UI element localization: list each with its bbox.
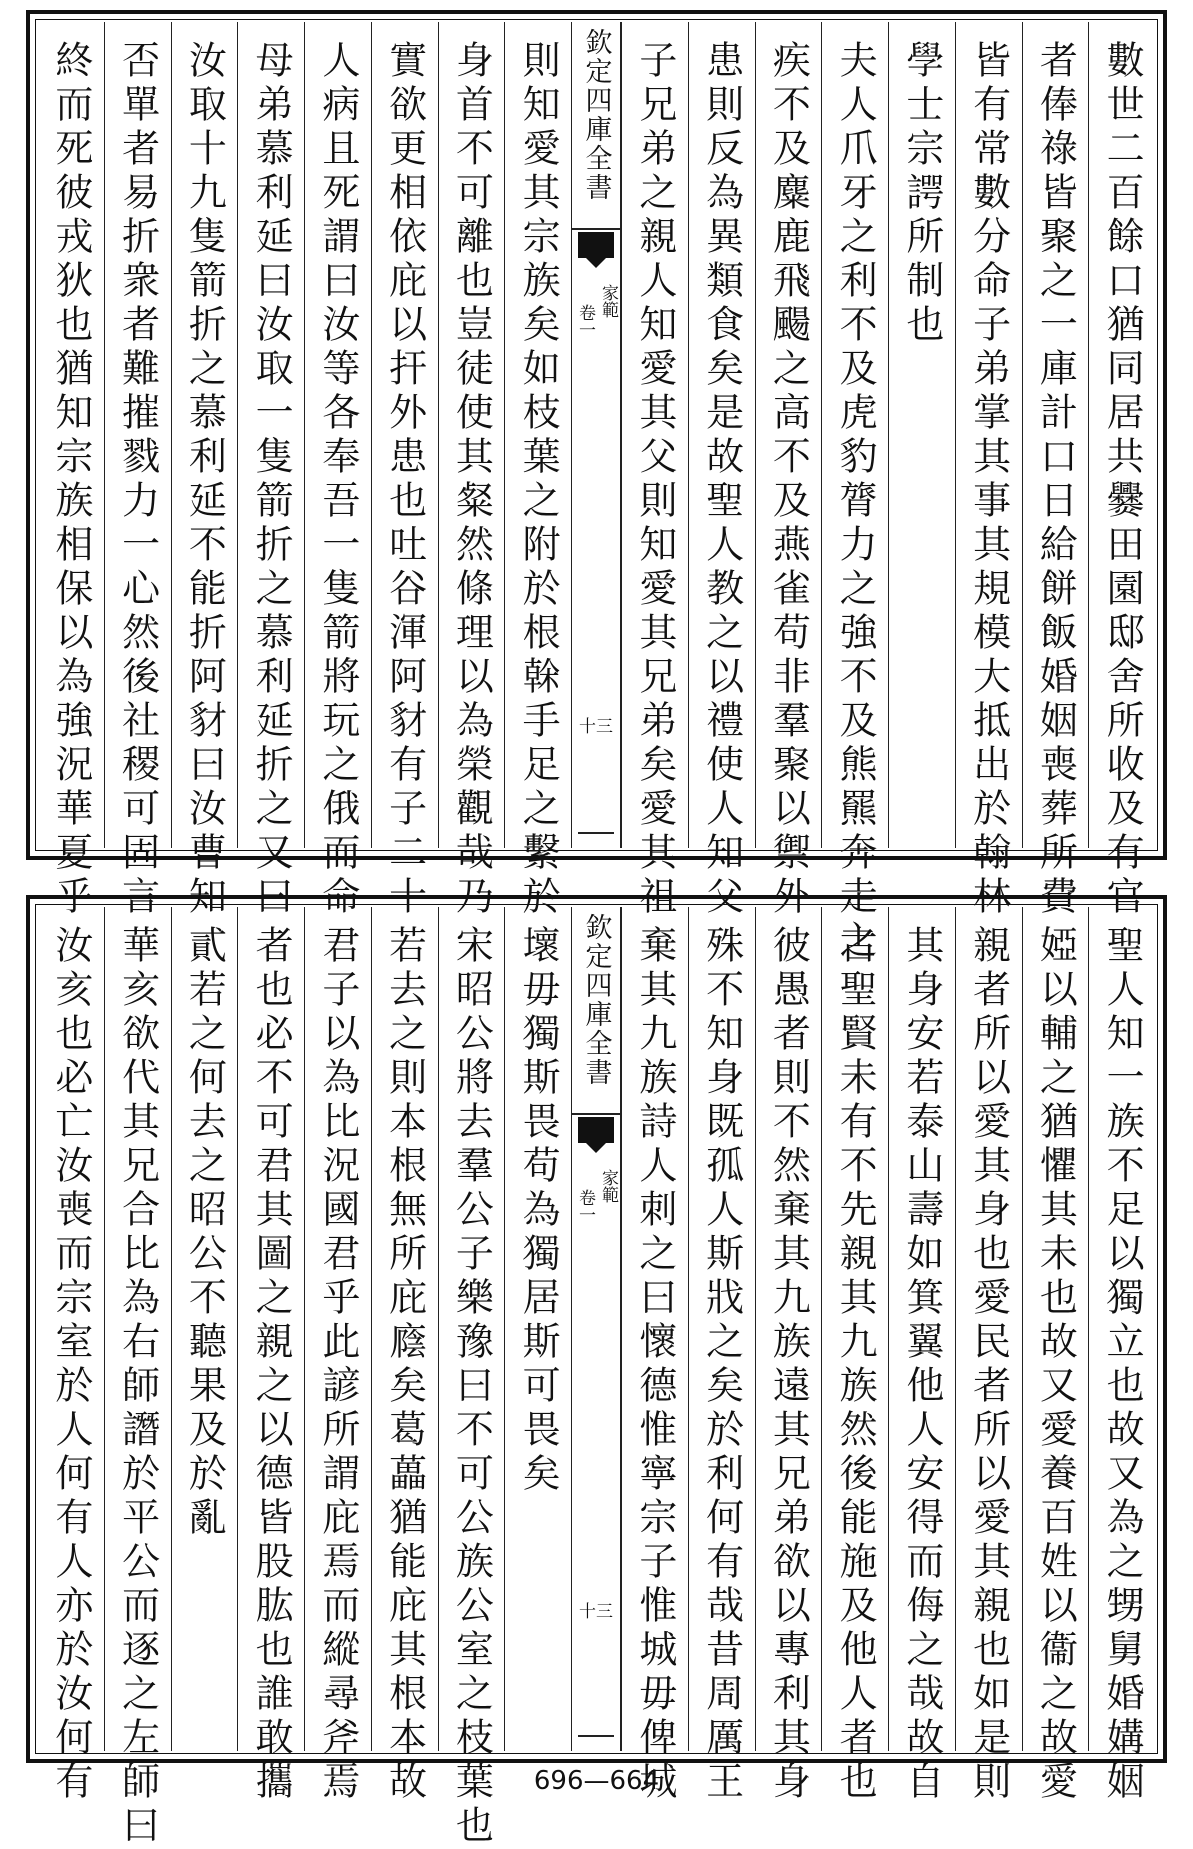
page-spine — [571, 907, 621, 1751]
text-column: 宋昭公將去羣公子樂豫曰不可公族公室之枝葉也 — [438, 907, 505, 1751]
text-column: 君子以為比況國君乎此諺所謂庇焉而縱尋斧焉 — [304, 907, 371, 1751]
spine-bottom-rule — [578, 832, 614, 834]
text-column: 壞毋獨斯畏苟為獨居斯可畏矣 — [504, 907, 571, 1751]
spine-volume: 卷一 — [575, 1189, 595, 1223]
spine-page-number: 十三 — [579, 717, 613, 737]
text-column: 汝亥也必亡汝喪而宗室於人何有人亦於汝何有 — [48, 925, 93, 1805]
text-column: 身首不可離也豈徒使其粲然條理以為榮觀哉乃 — [438, 22, 505, 848]
text-column: 子兄弟之親人知愛其父則知愛其兄弟矣愛其祖 — [621, 22, 688, 848]
text-column: 親者所以愛其身也愛民者所以愛其親也如是則 — [955, 907, 1022, 1751]
text-column: 終而死彼戎狄也猶知宗族相保以為強況華夏乎 — [48, 40, 93, 920]
fish-tail-mark — [578, 232, 614, 258]
text-column: 者俸祿皆聚之一庫計口日給餅飯婚姻喪葬所費 — [1022, 22, 1089, 848]
text-column: 人病且死謂曰汝等各奉吾一隻箭將玩之俄而命 — [304, 22, 371, 848]
text-column: 聖人知一族不足以獨立也故又為之甥舅婚媾姻 — [1088, 907, 1155, 1751]
text-column: 古聖賢未有不先親其九族然後能施及他人者也 — [821, 907, 888, 1751]
text-column: 皆有常數分命子弟掌其事其規模大抵出於翰林 — [955, 22, 1022, 848]
spine-book-name: 家範 — [598, 1169, 618, 1203]
text-column: 汝取十九隻箭折之慕利延不能折阿豺曰汝曹知 — [171, 22, 238, 848]
text-column: 夫人爪牙之利不及虎豹膂力之強不及熊羆奔走之 — [821, 22, 888, 848]
text-column: 其身安若泰山壽如箕翼他人安得而侮之哉故自 — [888, 907, 955, 1751]
text-column: 否單者易折衆者難摧戮力一心然後社稷可固言 — [104, 22, 171, 848]
page-spine — [571, 22, 621, 848]
text-column: 者也必不可君其圖之親之以德皆股肱也誰敢攜 — [237, 907, 304, 1751]
text-column: 母弟慕利延曰汝取一隻箭折之慕利延折之又曰 — [237, 22, 304, 848]
fish-tail-mark — [578, 1117, 614, 1143]
text-column: 疾不及麋鹿飛颺之高不及燕雀苟非羣聚以禦外 — [755, 22, 822, 848]
spine-book-name: 家範 — [598, 284, 618, 318]
text-column: 婭以輔之猶懼其未也故又愛養百姓以衞之故愛 — [1022, 907, 1089, 1751]
spine-volume: 卷一 — [575, 304, 595, 338]
text-column: 華亥欲代其兄合比為右師譖於平公而逐之左師曰 — [104, 907, 171, 1751]
text-column: 棄其九族詩人刺之曰懷德惟寧宗子惟城毋俾城 — [621, 907, 688, 1751]
upper-page-columns — [38, 22, 1155, 964]
text-column: 則知愛其宗族矣如枝葉之附於根榦手足之繫於 — [504, 22, 571, 848]
spine-title: 欽定四庫全書 — [572, 913, 620, 1115]
text-column: 患則反為異類食矣是故聖人教之以禮使人知父 — [688, 22, 755, 848]
text-column: 實欲更相依庇以扞外患也吐谷渾阿豺有子二十 — [371, 22, 438, 848]
spine-bottom-rule — [578, 1735, 614, 1737]
text-column: 殊不知身既孤人斯戕之矣於利何有哉昔周厲王 — [688, 907, 755, 1751]
spine-title: 欽定四庫全書 — [572, 28, 620, 230]
text-column: 貳若之何去之昭公不聽果及於亂 — [171, 907, 238, 1751]
text-column: 數世二百餘口猶同居共爨田園邸舍所收及有官 — [1088, 22, 1155, 848]
text-column: 學士宗諤所制也 — [888, 22, 955, 848]
page-footer-number: 696—664 — [533, 1766, 660, 1796]
upper-page — [26, 10, 1167, 964]
spine-page-number: 十三 — [579, 1602, 613, 1622]
text-column: 若去之則本根無所庇廕矣葛藟猶能庇其根本故 — [371, 907, 438, 1751]
text-column: 彼愚者則不然棄其九族遠其兄弟欲以專利其身 — [755, 907, 822, 1751]
